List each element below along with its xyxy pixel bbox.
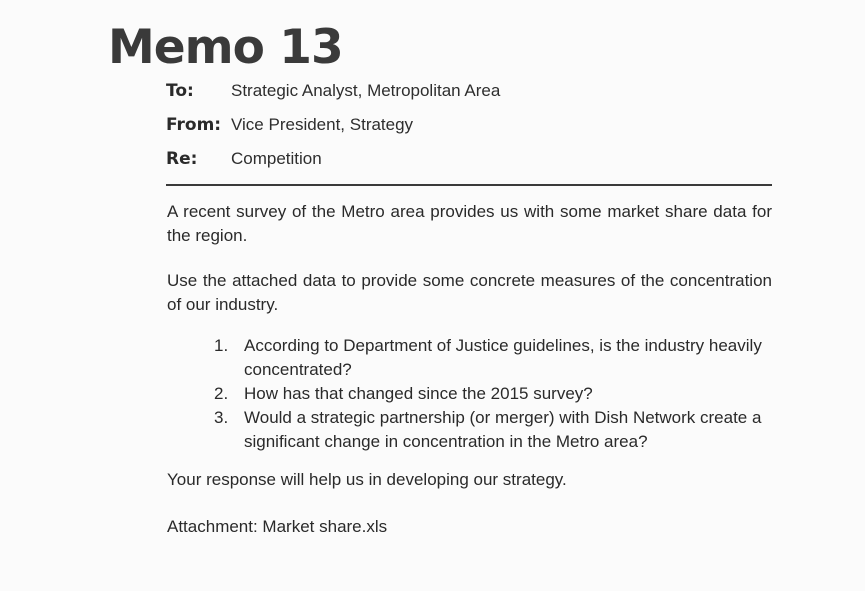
memo-paragraph-request: Use the attached data to provide some concrete measures of the concentration of our industry.	[167, 271, 772, 314]
question-list	[214, 334, 772, 454]
question-text: Would a strategic partnership (or merger) with Dish Network create a significant change in concentration in the Metro area?	[244, 408, 762, 451]
question-number: 1.	[214, 336, 229, 355]
question-text: According to Department of Justice guidelines, is the industry heavily concentrated?	[244, 336, 762, 379]
from-value: Vice President, Strategy	[231, 115, 414, 134]
question-number: 2.	[214, 384, 229, 403]
header-divider	[166, 184, 772, 186]
re-value: Competition	[231, 149, 322, 168]
list-item	[214, 406, 772, 454]
question-number: 3.	[214, 408, 229, 427]
to-value: Strategic Analyst, Metropolitan Area	[231, 81, 501, 100]
memo-attachment: Attachment: Market share.xls	[167, 517, 388, 536]
question-text: How has that changed since the 2015 survey?	[244, 384, 593, 403]
memo-title: Memo 13	[108, 20, 343, 75]
list-item	[214, 382, 772, 406]
re-label: Re:	[166, 149, 198, 169]
list-item	[214, 334, 772, 382]
memo-paragraph-intro: A recent survey of the Metro area provides us with some market share data for the region.	[167, 202, 772, 245]
memo-closing: Your response will help us in developing our strategy.	[167, 470, 567, 489]
to-label: To:	[166, 81, 194, 101]
from-label: From:	[166, 115, 222, 135]
